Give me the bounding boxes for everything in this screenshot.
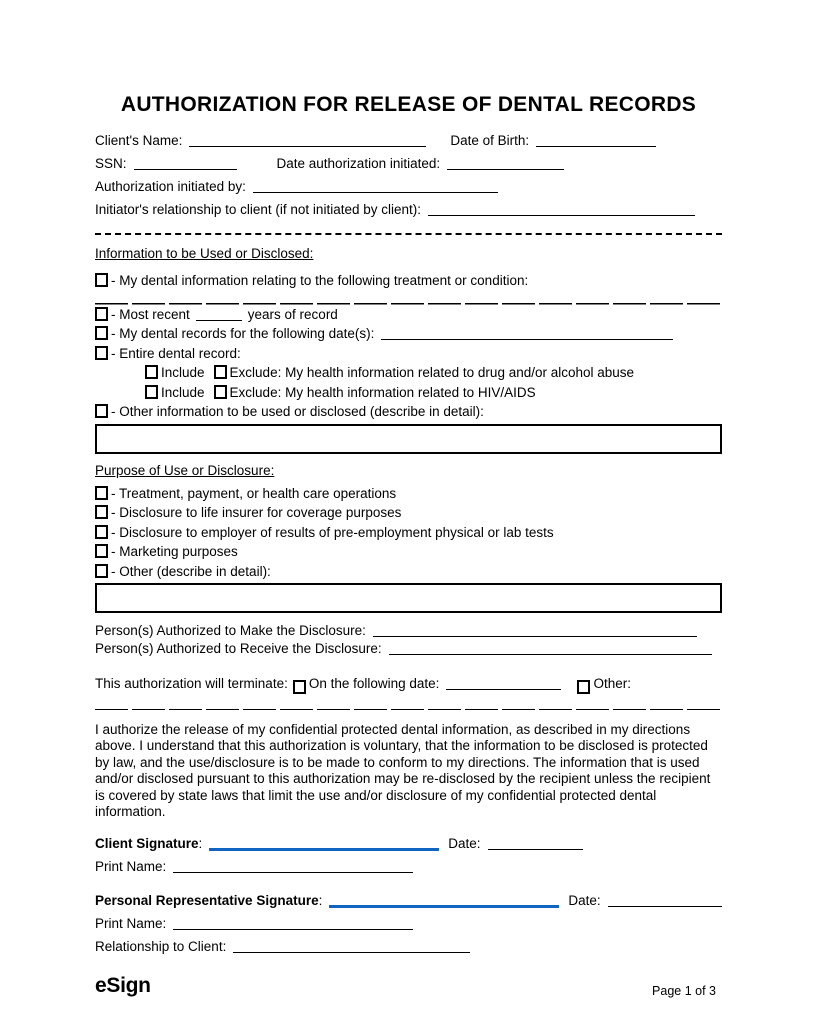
ssn-label: SSN: xyxy=(95,156,127,171)
purpose-other-textbox[interactable] xyxy=(95,583,722,613)
termination-row xyxy=(95,676,722,696)
purpose-option-treatment xyxy=(95,484,722,504)
termination-label: This authorization will terminate: xyxy=(95,676,288,691)
exclude-drug-checkbox[interactable] xyxy=(214,365,227,379)
option-drug-alcohol xyxy=(95,363,722,383)
representative-signature-colon: : xyxy=(318,893,323,909)
make-disclosure-label: Person(s) Authorized to Make the Disclosure: xyxy=(95,623,366,638)
purpose-option-other xyxy=(95,562,722,582)
header-row-initiator-relationship xyxy=(95,202,722,225)
include-drug-label: Include xyxy=(161,365,205,380)
purpose-other-checkbox[interactable] xyxy=(95,564,108,578)
page-number: Page 1 of 3 xyxy=(652,984,716,998)
page-title: AUTHORIZATION FOR RELEASE OF DENTAL RECORDS xyxy=(120,93,697,116)
ssn-input-line[interactable] xyxy=(134,169,237,170)
esign-logo: eSign xyxy=(95,974,151,997)
relationship-to-client-input-line[interactable] xyxy=(233,952,470,953)
receive-disclosure-input-line[interactable] xyxy=(389,654,712,655)
years-input-line[interactable] xyxy=(196,320,242,321)
exclude-drug-label: Exclude: My health information related to drug and/or alcohol abuse xyxy=(229,365,635,380)
other-info-textbox[interactable] xyxy=(95,424,722,454)
representative-print-name-row xyxy=(95,916,722,939)
representative-signature-line[interactable] xyxy=(329,905,559,908)
representative-signature-row xyxy=(95,893,722,916)
client-signature-label: Client Signature xyxy=(95,836,199,852)
date-initiated-input-line[interactable] xyxy=(447,169,564,170)
client-date-input-line[interactable] xyxy=(488,849,583,850)
purpose-marketing-label: - Marketing purposes xyxy=(111,544,238,559)
client-signature-line[interactable] xyxy=(209,848,439,851)
option-other-info xyxy=(95,402,722,422)
include-hiv-label: Include xyxy=(161,384,205,400)
initiator-relationship-input-line[interactable] xyxy=(428,215,695,216)
representative-print-name-input-line[interactable] xyxy=(173,929,413,930)
client-print-name-row xyxy=(95,859,722,882)
other-info-checkbox[interactable] xyxy=(95,404,108,418)
relationship-to-client-row xyxy=(95,939,722,962)
make-disclosure-row xyxy=(95,623,722,641)
initiator-relationship-label: Initiator's relationship to client (if not initiated by client): xyxy=(95,202,421,217)
records-dates-label: - My dental records for the following date(s): xyxy=(111,326,375,341)
most-recent-checkbox[interactable] xyxy=(95,307,108,321)
client-signature-row xyxy=(95,836,722,859)
purpose-treatment-label: - Treatment, payment, or health care operations xyxy=(111,485,397,501)
purpose-section-heading: Purpose of Use or Disclosure: xyxy=(95,462,275,478)
option-treatment-condition xyxy=(95,271,722,291)
client-name-label: Client's Name: xyxy=(95,133,183,148)
option-entire-record xyxy=(95,344,722,364)
relationship-to-client-label: Relationship to Client: xyxy=(95,939,227,955)
info-section-heading: Information to be Used or Disclosed: xyxy=(95,246,314,261)
client-print-name-input-line[interactable] xyxy=(173,872,413,873)
header-row-name-dob xyxy=(95,133,722,156)
date-initiated-label: Date authorization initiated: xyxy=(276,156,441,171)
most-recent-label-pre: - Most recent xyxy=(111,306,190,322)
representative-signature-label: Personal Representative Signature xyxy=(95,893,319,909)
terminate-other-checkbox[interactable] xyxy=(577,680,590,694)
purpose-employer-label: - Disclosure to employer of results of pre-employment physical or lab tests xyxy=(111,524,554,540)
exclude-hiv-checkbox[interactable] xyxy=(214,385,227,399)
terminate-date-checkbox[interactable] xyxy=(293,680,306,694)
include-drug-checkbox[interactable] xyxy=(145,365,158,379)
entire-record-checkbox[interactable] xyxy=(95,346,108,360)
purpose-option-marketing xyxy=(95,542,722,562)
entire-record-label: - Entire dental record: xyxy=(111,345,241,361)
records-dates-input-line[interactable] xyxy=(381,339,673,340)
treatment-condition-checkbox[interactable] xyxy=(95,273,108,287)
purpose-marketing-checkbox[interactable] xyxy=(95,544,108,558)
make-disclosure-input-line[interactable] xyxy=(373,636,697,637)
treatment-condition-input-line[interactable] xyxy=(95,291,722,305)
include-hiv-checkbox[interactable] xyxy=(145,385,158,399)
initiated-by-input-line[interactable] xyxy=(253,192,498,193)
option-most-recent xyxy=(95,305,722,325)
purpose-employer-checkbox[interactable] xyxy=(95,525,108,539)
purpose-option-life-insurer xyxy=(95,503,722,523)
terminate-other-input-line[interactable] xyxy=(95,696,722,710)
purpose-life-insurer-checkbox[interactable] xyxy=(95,505,108,519)
client-date-label: Date: xyxy=(448,836,481,852)
representative-print-name-label: Print Name: xyxy=(95,916,167,932)
terminate-date-input-line[interactable] xyxy=(446,689,561,690)
purpose-option-employer xyxy=(95,523,722,543)
representative-date-label: Date: xyxy=(568,893,601,909)
client-print-name-label: Print Name: xyxy=(95,859,167,875)
records-dates-checkbox[interactable] xyxy=(95,326,108,340)
purpose-life-insurer-label: - Disclosure to life insurer for coverage purposes xyxy=(111,505,402,520)
header-row-ssn-date xyxy=(95,156,722,179)
authorization-statement: I authorize the release of my confidential protected dental information, as described in my directions above. I understand that this authorization is voluntary, that the information to be disclosed is protected by law, and the use/disclosure is to be made to conform to my directions. The information that is used and/or disclosed pursuant to this authorization may be re-disclosed by the recipient unless the recipient is covered by state laws that limit the use and/or disclosure of my confidential protected dental information. xyxy=(95,722,711,820)
terminate-other-label: Other: xyxy=(593,676,631,691)
option-records-dates xyxy=(95,324,722,344)
terminate-date-label: On the following date: xyxy=(308,676,440,691)
representative-date-input-line[interactable] xyxy=(608,906,722,907)
dob-input-line[interactable] xyxy=(536,146,656,147)
treatment-condition-label: - My dental information relating to the following treatment or condition: xyxy=(111,273,529,288)
purpose-other-label: - Other (describe in detail): xyxy=(111,563,271,579)
exclude-hiv-label: Exclude: My health information related to HIV/AIDS xyxy=(229,384,536,400)
receive-disclosure-label: Person(s) Authorized to Receive the Disclosure: xyxy=(95,641,382,656)
purpose-treatment-checkbox[interactable] xyxy=(95,486,108,500)
receive-disclosure-row xyxy=(95,641,722,659)
client-name-input-line[interactable] xyxy=(189,146,426,147)
header-row-initiated-by xyxy=(95,179,722,202)
dob-label: Date of Birth: xyxy=(450,133,530,148)
page-footer xyxy=(95,974,716,998)
option-hiv-aids xyxy=(95,383,722,403)
initiated-by-label: Authorization initiated by: xyxy=(95,179,246,194)
other-info-label: - Other information to be used or disclosed (describe in detail): xyxy=(111,404,484,419)
client-signature-colon: : xyxy=(198,836,203,852)
dashed-divider xyxy=(95,233,722,235)
most-recent-label-post: years of record xyxy=(247,306,338,322)
